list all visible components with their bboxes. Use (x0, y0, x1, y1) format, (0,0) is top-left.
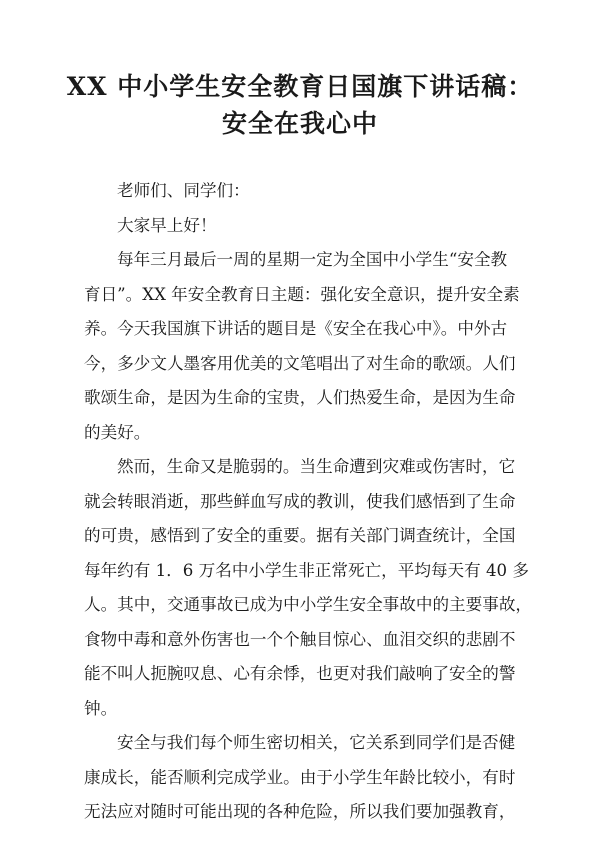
title-line-2: 安全在我心中 (221, 109, 378, 138)
document-body (84, 174, 533, 830)
paragraph-1 (84, 243, 524, 450)
paragraph-2 (84, 450, 533, 726)
paragraph-line: 育日”。XX 年安全教育日主题：强化安全意识，提升安全素 (84, 284, 520, 304)
paragraph-line: 每年三月最后一周的星期一定为全国中小学生“安全教 (117, 250, 508, 269)
paragraph-line: 就会转眼消逝，那些鲜血写成的教训，使我们感悟到了生命 (84, 491, 516, 511)
title-line-1: XX 中小学生安全教育日国旗下讲话稿： (66, 72, 534, 101)
paragraph-line: 康成长，能否顺利完成学业。由于小学生年龄比较小，有时 (84, 767, 516, 787)
paragraph-line: 的可贵，感悟到了安全的重要。据有关部门调查统计，全国 (84, 526, 516, 545)
paragraph-line: 安全与我们每个师生密切相关，它关系到同学们是否健 (117, 733, 516, 752)
paragraph-line: 食物中毒和意外伤害也一个个触目惊心、血泪交织的悲剧不 (84, 629, 516, 649)
paragraph-line: 每年约有 1．6 万名中小学生非正常死亡，平均每天有 40 多 (84, 560, 529, 580)
greeting-line: 老师们、同学们： (117, 181, 250, 200)
paragraph-line: 无法应对随时可能出现的各种危险，所以我们要加强教育， (84, 802, 516, 821)
paragraph-line: 然而，生命又是脆弱的。当生命遭到灾难或伤害时，它 (117, 457, 516, 476)
paragraph-line: 歌颂生命，是因为生命的宝贵，人们热爱生命，是因为生命 (84, 388, 516, 407)
paragraph-line: 养。今天我国旗下讲话的题目是《安全在我心中》。中外古 (84, 319, 508, 338)
paragraph-line: 今，多少文人墨客用优美的文笔唱出了对生命的歌颂。人们 (84, 353, 516, 373)
paragraph-3 (84, 726, 524, 830)
salutation-line: 大家早上好！ (117, 215, 217, 235)
paragraph-line: 能不叫人扼腕叹息、心有余悸，也更对我们敲响了安全的警 (84, 664, 516, 683)
paragraph-line: 的美好。 (84, 422, 151, 442)
document-title (60, 68, 540, 142)
paragraph-line: 钟。 (84, 698, 118, 718)
paragraph-line: 人。其中，交通事故已成为中小学生安全事故中的主要事故， (84, 595, 533, 614)
